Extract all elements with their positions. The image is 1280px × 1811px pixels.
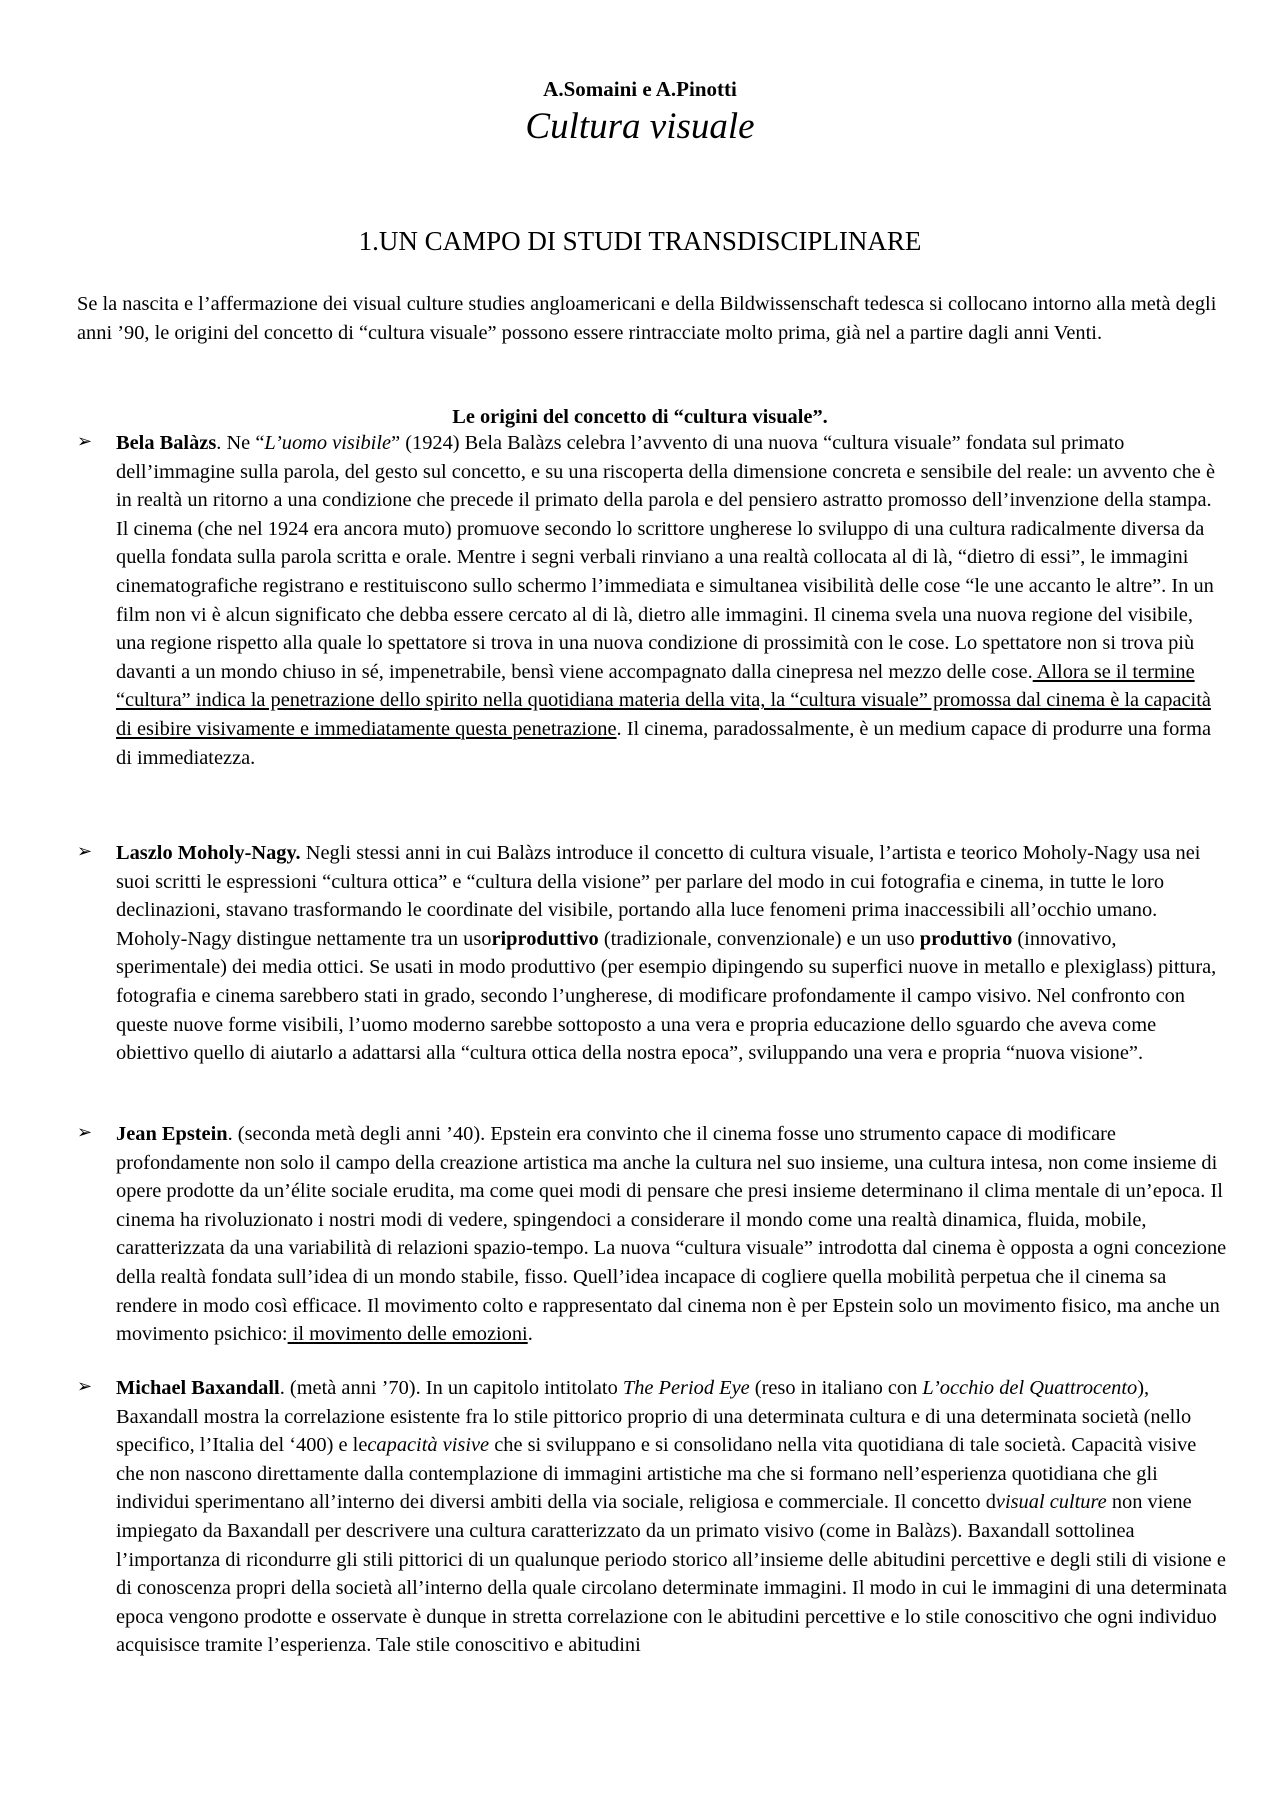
bullet-name: Bela Balàzs — [116, 432, 217, 454]
bullet-name: Michael Baxandall — [116, 1377, 280, 1399]
bullet-text-segment: . Ne “ — [216, 432, 265, 454]
bullet-text-segment: (tradizionale, convenzionale) e un uso — [598, 927, 920, 950]
document-title: Cultura visuale — [525, 106, 755, 147]
section-heading: Le origini del concetto di “cultura visuale”. — [452, 406, 828, 428]
bullet-text-segment: ), Baxandall mostra la correlazione esistente fra lo stile pittorico proprio di una determinata cultura e di una determinata società (nello specifico, l’Italia del ‘400) e le — [116, 1377, 1192, 1457]
bullet-text-segment: Negli stessi anni in cui Balàzs introduce il concetto di cultura visuale, l’artista e teorico Moholy-Nagy usa nei suoi scritti le espressioni “cultura ottica” e “cultura della visione” per parlare del modo in cui fotografia e cinema, in tutte le loro declinazioni, stavano trasformando le coordinate del visibile, portando alla luce fenomeni prima inaccessibili all’occhio umano. Moholy-Nagy distingue nettamente tra un uso — [116, 842, 1201, 950]
arrow-bullet-icon: ➢ — [77, 841, 93, 862]
bullet-item-balazs — [77, 429, 1227, 772]
bullet-text-segment: (reso in italiano con — [749, 1377, 923, 1399]
bullet-text-segment: non viene impiegato da Baxandall per descrivere una cultura caratterizzato da un primato visivo (come in Balàzs). Baxandall sottolinea l’importanza di ricondurre gli stili pittorici di un qualunque periodo storico all’insieme delle abitudini percettive e degli stili di visione e di conoscenza propri della società all’interno della quale circolano determinate immagini. Il modo in cui le immagini di una determinata epoca vengono prodotte e osservate è dunque in stretta correlazione con le abitudini percettive e lo stile conoscitivo che ogni individuo acquisisce tramite l’esperienza. Tale stile conoscitivo e abitudini — [116, 1491, 1227, 1657]
bullet-text-segment: . (seconda metà degli anni ’40). Epstein era convinto che il cinema fosse uno strumento capace di modificare profondamente non solo il campo della creazione artistica ma anche la cultura nel suo insieme, una cultura intesa, non come insieme di opere prodotte da un’élite sociale erudita, ma come quei modi di pensare che presi insieme determinano il clima mentale di un’epoca. Il cinema ha rivoluzionato i nostri modi di vedere, spingendoci a considerare il mondo come una realtà dinamica, fluida, mobile, caratterizzata da una variabilità di relazioni spazio-tempo. La nuova “cultura visuale” introdotta dal cinema è opposta a ogni concezione della realtà fondata sull’idea di un mondo stabile, fisso. Quell’idea incapace di cogliere quella mobilità perpetua che il cinema sa rendere in modo così efficace. Il movimento colto e rappresentato dal cinema non è per Epstein solo un movimento fisico, ma anche un movimento psichico: — [116, 1123, 1227, 1346]
authors-line: A.Somaini e A.Pinotti — [543, 77, 737, 101]
intro-paragraph: Se la nascita e l’affermazione dei visual culture studies angloamericani e della Bildwissenschaft tedesca si collocano intorno alla metà degli anni ’90, le origini del concetto di “cultura visuale” possono essere rintracciate molto prima, già nel a partire dagli anni Venti. — [77, 293, 1217, 344]
underlined-passage: Allora se il termine “cultura” indica la penetrazione dello spirito nella quotidiana materia della vita, la “cultura visuale” promossa dal cinema è la capacità di esibire visivamente e immediatamente questa penetrazione — [116, 660, 1211, 740]
bullet-text — [116, 429, 1227, 772]
bullet-text-segment: . — [527, 1323, 533, 1346]
bullet-text — [116, 839, 1227, 1068]
bullet-text-segment: (innovativo, sperimentale) dei media ottici. Se usati in modo produttivo (per esempio dipingendo su superfici nuove in metallo e plexiglass) pittura, fotografia e cinema sarebbero stati in grado, secondo l’ungherese, di modificare profondamente il campo visivo. Nel confronto con queste nuove forme visibili, l’uomo moderno sarebbe sottoposto a una vera e propria educazione dello sguardo che aveva come obiettivo quello di aiutarlo a adattarsi alla “cultura ottica della nostra epoca”, sviluppando una vera e propria “nuova visione”. — [116, 927, 1217, 1065]
bullet-text — [116, 1374, 1227, 1660]
chapter-heading: 1.UN CAMPO DI STUDI TRANSDISCIPLINARE — [358, 226, 922, 256]
arrow-bullet-icon: ➢ — [77, 1376, 93, 1397]
bullet-name: Laszlo Moholy-Nagy. — [116, 842, 301, 864]
bold-term: riproduttivo — [491, 927, 599, 950]
arrow-bullet-icon: ➢ — [77, 431, 93, 452]
work-title: L’occhio del Quattrocento — [922, 1377, 1138, 1399]
italic-term: capacità visive — [367, 1434, 490, 1457]
bullet-item-epstein — [77, 1120, 1227, 1349]
work-title: The Period Eye — [622, 1377, 750, 1399]
bullet-text-segment: . Il cinema, paradossalmente, è un medium capace di produrre una forma di immediatezza. — [116, 717, 1212, 769]
bullet-item-baxandall — [77, 1374, 1227, 1660]
bullet-item-moholy-nagy — [77, 839, 1227, 1068]
work-title: L’uomo visibile — [264, 432, 392, 454]
underlined-passage: il movimento delle emozioni — [287, 1323, 528, 1346]
italic-term: visual culture — [995, 1491, 1107, 1514]
arrow-bullet-icon: ➢ — [77, 1122, 93, 1143]
bullet-text — [116, 1120, 1227, 1349]
bullet-text-segment: ” (1924) Bela Balàzs celebra l’avvento di una nuova “cultura visuale” fondata sul primato dell’immagine sulla parola, del gesto sul concetto, e su una riscoperta della dimensione concreta e sensibile del reale: un avvento che è in realtà un ritorno a una condizione che precede il primato della parola e del pensiero astratto promosso dell’invenzione della stampa. Il cinema (che nel 1924 era ancora muto) promuove secondo lo scrittore ungherese lo sviluppo di una cultura radicalmente diversa da quella fondata sulla parola scritta e orale. Mentre i segni verbali rinviano a una realtà collocata al di là, “dietro di essi”, le immagini cinematografiche registrano e restituiscono sullo schermo l’immediata e simultanea visibilità delle cose “le une accanto le altre”. In un film non vi è alcun significato che debba essere cercato al di là, dietro alle immagini. Il cinema svela una nuova regione del visibile, una regione rispetto alla quale lo spettatore si trova in una nuova condizione di prossimità con le cose. Lo spettatore non si trova più davanti a un mondo chiuso in sé, impenetrabile, bensì viene accompagnato dalla cinepresa nel mezzo delle cose. — [116, 432, 1215, 683]
bullet-text-segment: che si sviluppano e si consolidano nella vita quotidiana di tale società. Capacità visive che non nascono direttamente dalla contemplazione di immagini artistiche ma che si formano nell’esperienza quotidiana che gli individui sperimentano all’interno dei diversi ambiti della via sociale, religiosa e commerciale. Il concetto d — [116, 1434, 1197, 1514]
bold-term: produttivo — [919, 927, 1013, 950]
bullet-text-segment: . (metà anni ’70). In un capitolo intitolato — [279, 1377, 623, 1399]
bullet-name: Jean Epstein — [116, 1123, 228, 1145]
